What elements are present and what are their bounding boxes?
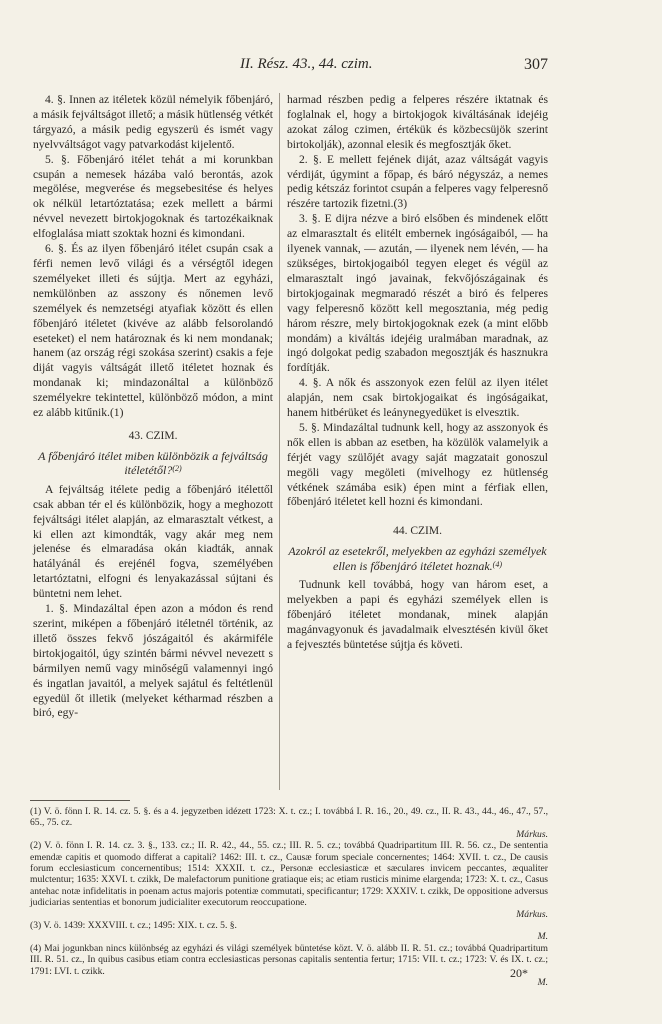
section-43-heading: 43. CZIM.	[128, 429, 178, 442]
footnote	[30, 806, 548, 840]
footnote-signature: Márkus.	[516, 828, 548, 840]
right-column	[287, 93, 548, 653]
section-44-heading: 44. CZIM.	[393, 525, 442, 538]
footnote-text: (1) V. ö. fönn I. R. 14. cz. 5. §. és a 4. jegyzetben idézett 1723: X. t. cz.; I. továbbá I. R. 16., 20., 49. cz., II. R. 43., 44., 46., 47., 57., 65., 75. cz.	[30, 806, 548, 829]
footnote-ref: (4)	[492, 559, 502, 569]
paragraph: 3. §. E dijra nézve a biró elsőben és mindenek előtt az elmarasztalt és elitélt embernek ingóságaiból, — ha ilyenek vannak, — azután, — ilyenek nem lévén, — ha szükséges, birtokjogaiból tegyen eleget és végül az elmarasztalt ingó javainak, fekvőjószágainak és birtokjogainak megmaradó részét a biró és felperes vagy felperesnő között kell megosztania, még pedig három részre, mely birtokjogoknak ezek (a mint előbb mondám) a kiváltás idejéig uralmában maradnak, az ingó dolgokat pedig szabadon megosztják és hasznukra fordítják.	[287, 212, 548, 375]
section-44-subtitle	[287, 544, 548, 573]
paragraph: 5. §. Mindazáltal tudnunk kell, hogy az asszonyok és nők ellen is abban az esetben, ha közülök valamelyik a férjét vagy szülőjét avagy saját magzatait gonoszul megöli vagy megöleti (mivelhogy ez hütlenség vétkének számába esik) épen mint a férfiak ellen, főbenjáró itéletet kell hozni és kimondani.	[287, 420, 548, 509]
footnote-signature: M.	[537, 931, 548, 943]
footnote	[30, 840, 548, 920]
paragraph: 5. §. Főbenjáró itélet tehát a mi korunkban csupán a nemesek házába való berontás, azok megölése, megverése és megsebesitése és helyes ok nélkül letartóztatása; ezek mellett a bármi névvel nevezett birtokjogoknak és tartozékaiknak elfoglalása miatt szoktak hozni és kimondani.	[33, 152, 273, 241]
subtitle-text: Azokról az esetekről, melyekben az egyházi személyek ellen is főbenjáró itéletet hoznak.	[288, 544, 547, 573]
footnote-ref: (2)	[172, 464, 182, 474]
page-number: 307	[524, 56, 548, 73]
paragraph: Tudnunk kell továbbá, hogy van három eset, a melyekben a papi és egyházi személyek ellen is főbenjáró itéletet mondanak, minek alapján magánvagyonuk és javadalmaik elvesztésén kivül őket a fejvesztés büntetése sújtja és követi.	[287, 578, 548, 651]
footnote-separator	[30, 800, 130, 801]
footnote	[30, 943, 548, 989]
printer-signature: 20*	[510, 966, 528, 980]
paragraph: 1. §. Mindazáltal épen azon a módon és rend szerint, miképen a főbenjáró itéletnél történik, az illető összes fekvő jószágaitól és akármiféle birtokjogaitól, úgy szintén bármi névvel nevezett s bármilyen nemű vagy minőségű valamennyi ingó és ingatlan javaitól, a melyek sajátul és feltétlenül egyedül őt illetik (melyeket kétharmad részben a biró, egy-	[33, 602, 273, 720]
paragraph: 6. §. És az ilyen főbenjáró itélet csupán csak a férfi nemen levő világi és a vérségtől idegen személyeket illeti és sújtja. Mert az egyházi, nemkülönben az asszony és nőnemen levő személyek és nemzetségi atyafiak között és ellen főbenjáró itéletet (kivéve az alább felsorolandó eseteket) el nem határoznak és ki nem mondanak; hanem (az ország régi szokása szerint) csakis a feje diját vagyis váltságát illető itéletet hoznak és mondanak ki; mindazonáltal a különböző személyekre tekintettel, különböző módon, a mint ez alább kitűnik.(1)	[33, 242, 273, 420]
paragraph: 2. §. E mellett fejének diját, azaz váltságát vagyis vérdiját, úgymint a főpap, és báró négyszáz, a nemes pedig kétszáz forintot csupán a felperes vagy felperesnő részére tartozik fizetni.(3)	[287, 152, 548, 211]
left-column	[33, 93, 273, 721]
footnote-text: (4) Mai jogunkban nincs különbség az egyházi és világi személyek büntetése közt. V. ö. alább II. R. 51. cz.; továbbá Quadripartitum III. R. 51. cz., In quibus casibus etiam contra ecclesiasticas personas capitalis sententia fertur; 1715: VII. t. cz.; 1723: V. és IX. t. cz.; 1791: LVI. t. czikk.	[30, 942, 548, 977]
footnote-text: (2) V. ö. fönn I. R. 14. cz. 3. §., 133. cz.; II. R. 42., 44., 55. cz.; III. R. 5. cz.; továbbá Quadripartitum III. R. 56. cz., De sententia emendæ capitis et quomodo differat a capitali? 1462: III. t. cz., Causæ forum speciale concernentes; 1464: XVII. t. cz., De causis forum ecclesiasticum concernentibus; 1514: XXXII. t. cz., Personæ ecclesiasticæ et sæculares invicem peccantes, æqualiter mulctentur; 1635: XXVI. t. czikk, De malefactorum punitione gratiaque eis; ac etiam rusticis minime elargenda; 1723: X. t. cz., Casus antehac notæ infidelitatis in poenam actus majoris potentiæ commutati, specificantur; 1729: XXXIV. t. czikk, De oppositione adversus judiciarias sententias et bonorum judicialiter executorum reoccupatione.	[30, 840, 548, 909]
page-header	[30, 56, 548, 78]
paragraph: 4. §. Innen az itéletek közül némelyik főbenjáró, a másik fejváltságot illető; a másik hütlenség vétkét tárgyazó, a másik pedig egyszerü és ismét vagy nyelvváltságot vagy patvarkodást kijelentő.	[33, 93, 273, 151]
subtitle-text: A főbenjáró itélet miben különbözik a fejváltság itéletétől?	[38, 448, 268, 478]
footnotes	[30, 806, 548, 989]
paragraph: harmad részben pedig a felperes részére iktatnak és foglalnak el, hogy a birtokjogok kiváltásának idejéig azokat zálog czimen, értékük és közbecsüjök szerint birtokolják), azonnal elesik és megfosztják őket.	[287, 93, 548, 151]
section-43-subtitle	[33, 449, 273, 478]
footnote	[30, 920, 548, 943]
footnote-text: (3) V. ö. 1439: XXXVIII. t. cz.; 1495: XIX. t. cz. 5. §.	[30, 920, 237, 932]
footnote-signature: M.	[537, 977, 548, 989]
paragraph: 4. §. A nők és asszonyok ezen felül az ilyen itélet alapján, nem csak birtokjogaikat és ingóságaikat, hanem hitbérüket és leánynegyedüket is elvesztik.	[287, 376, 548, 420]
running-title: II. Rész. 43., 44. czim.	[240, 56, 373, 72]
paragraph: A fejváltság itélete pedig a főbenjáró itélettől csak abban tér el és különbözik, hogy a meghozott fejváltsági itélet alapján, az elmarasztalt vétkest, a ki ellen azt kimondták, vagy akár meg nem jelenése és elmaradása okán kiadták, annak hatályánál és erejénél fogva, személyében letartóztatni, elfogni és lenyakazással sújtani és büntetni nem lehet.	[33, 482, 273, 601]
column-divider	[279, 93, 280, 790]
footnote-signature: Márkus.	[516, 908, 548, 920]
